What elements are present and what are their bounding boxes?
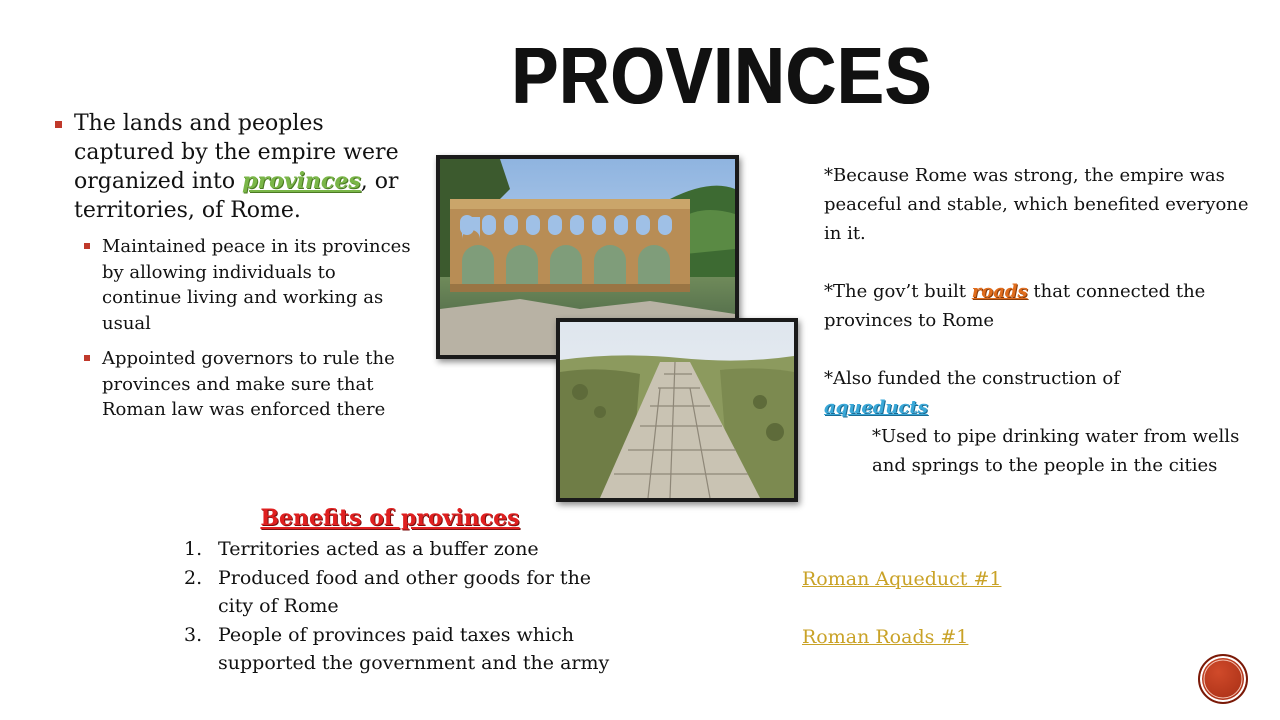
main-bullet-list (52, 110, 412, 433)
right-text-block (824, 161, 1254, 480)
term-provinces: provinces (242, 168, 361, 194)
sub-bullet (80, 234, 412, 336)
list-item (180, 564, 610, 621)
circle-nav-icon[interactable] (1198, 654, 1248, 704)
sub-bullet (80, 346, 412, 423)
benefits-list (180, 535, 610, 678)
square-bullet-icon (55, 121, 62, 128)
main-bullet-text-before: The lands and peoples captured by the empire were organized into (74, 111, 399, 194)
slide-title: PROVINCES (512, 31, 933, 120)
aqueducts-text-before: *Also funded the construction of (824, 368, 1120, 389)
list-item-text: Territories acted as a buffer zone (218, 538, 539, 560)
roman-roads-link[interactable]: Roman Roads #1 (802, 626, 969, 648)
aqueducts-paragraph (824, 364, 1254, 422)
roads-paragraph (824, 277, 1254, 335)
square-bullet-icon (84, 355, 90, 361)
list-item (180, 621, 610, 678)
list-number: 2. (184, 566, 203, 589)
list-number: 1. (184, 538, 203, 560)
sub-bullet-list (52, 234, 412, 423)
sub-bullet-text: Appointed governors to rule the provinces and make sure that Roman law was enforced there (102, 348, 395, 420)
roman-aqueduct-link[interactable]: Roman Aqueduct #1 (802, 568, 1002, 590)
term-roads: roads (971, 281, 1028, 302)
list-item (180, 535, 610, 564)
benefits-section (180, 505, 610, 678)
main-bullet (52, 110, 412, 225)
roman-road-photo (556, 318, 798, 502)
roads-text-before: *The gov’t built (824, 281, 972, 302)
list-number: 3. (184, 623, 203, 646)
benefits-title: Benefits of provinces (260, 505, 520, 531)
rome-strong-paragraph: *Because Rome was strong, the empire was peaceful and stable, which benefited everyone in it. (824, 165, 1249, 244)
sub-bullet-text: Maintained peace in its provinces by allowing individuals to continue living and working as usual (102, 236, 411, 334)
list-item-text: Produced food and other goods for the city of Rome (218, 566, 592, 617)
square-bullet-icon (84, 243, 90, 249)
term-aqueducts: aqueducts (824, 397, 928, 418)
roads-text-after: that connected the provinces to Rome (824, 281, 1206, 331)
list-item-text: People of provinces paid taxes which supported the government and the army (218, 623, 610, 674)
main-bullet-text-after: , or territories, of Rome. (74, 169, 399, 223)
aqueducts-purpose-paragraph: *Used to pipe drinking water from wells and springs to the people in the cities (872, 426, 1240, 476)
